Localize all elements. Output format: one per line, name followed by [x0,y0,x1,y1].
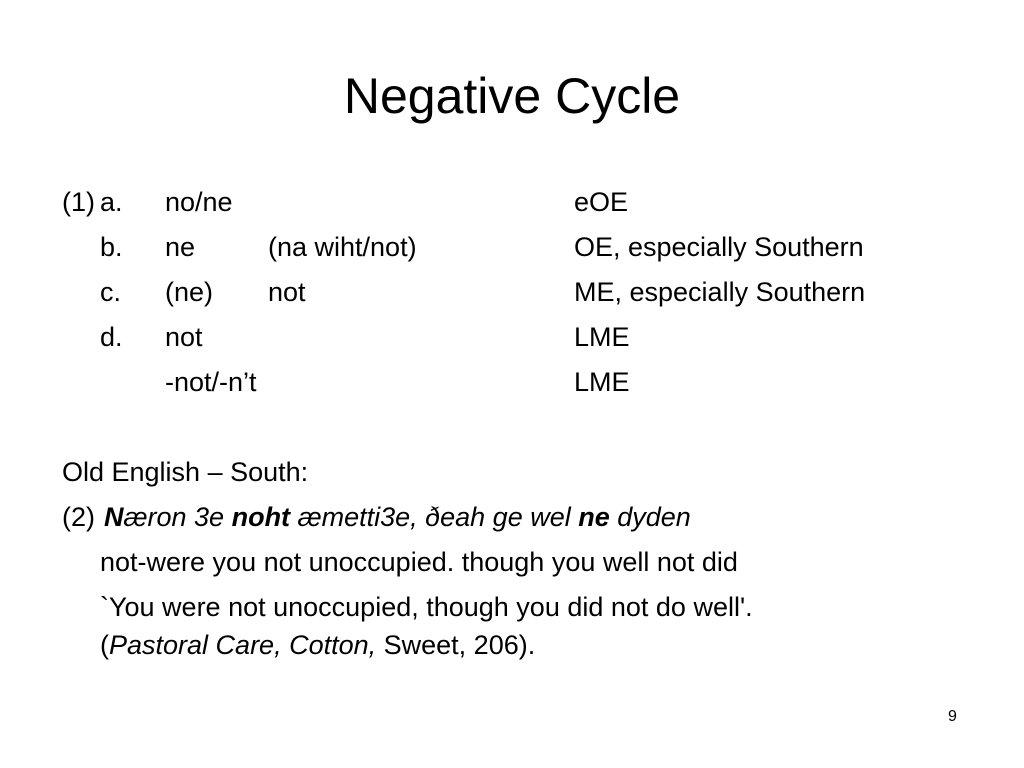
row-letter: a. [100,187,123,217]
negator-bold: noht [231,502,291,532]
citation-open: ( [100,630,109,660]
row-form-2: not [268,277,306,307]
example1-row-b [0,231,1024,263]
section-heading: Old English – South: [62,457,309,487]
row-form: -not/-n’t [165,367,257,397]
row-form: (ne) [165,277,214,307]
example2-interlinear: not-were you not unoccupied. though you well not did [100,547,738,577]
row-period: OE, especially Southern [574,232,864,262]
citation-source: Pastoral Care, Cotton, [109,630,377,660]
example2-gloss-line [0,501,1024,533]
oe-text: dyden [609,502,691,532]
row-form-2: (na wiht/not) [268,232,417,262]
row-letter: d. [100,322,123,352]
row-period: ME, especially Southern [574,277,866,307]
oe-text: æmetti3e, ðeah ge wel [290,502,579,532]
row-form: no/ne [165,187,233,217]
row-form: not [165,322,203,352]
negator-bold: ne [578,502,610,532]
row-form: ne [165,232,196,262]
oe-text: æron 3e [123,502,232,532]
example2-label: (2) [62,502,95,532]
slide-title: Negative Cycle [343,68,681,124]
example1-label: (1) [62,187,95,217]
row-letter: b. [100,232,123,262]
row-letter: c. [100,277,122,307]
example2-citation [100,629,535,661]
example1-row-c [0,276,1024,308]
example1-row-e [0,366,1024,398]
row-period: eOE [574,187,629,217]
citation-rest: Sweet, 206). [376,630,536,660]
example1-row-a [0,186,1024,218]
page-number: 9 [948,708,957,725]
example1-row-d [0,321,1024,353]
row-period: LME [574,322,630,352]
row-period: LME [574,367,630,397]
example2-translation: `You were not unoccupied, though you did not do well'. [100,592,753,622]
negator-bold: N [104,502,124,532]
example2-oe-sentence [104,501,691,533]
